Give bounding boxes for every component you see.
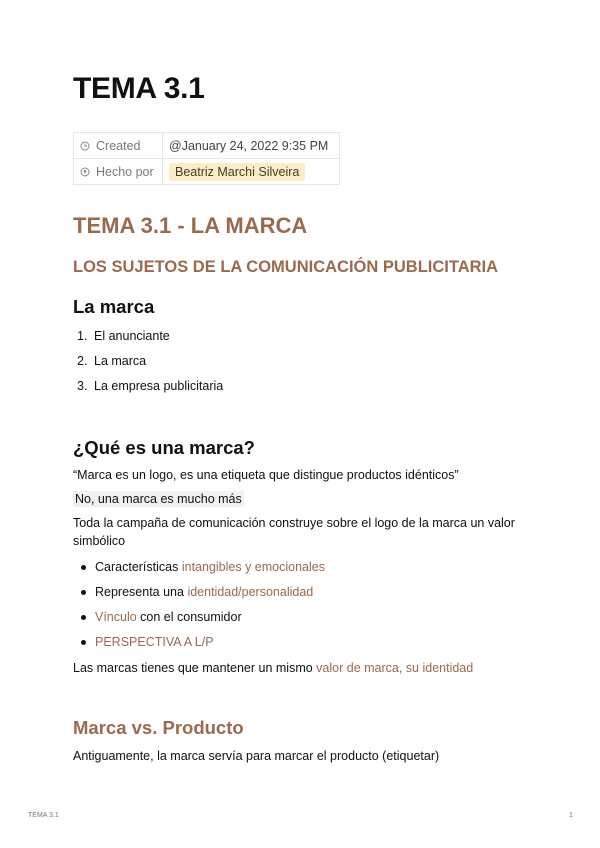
property-row-hecho-por: [74, 159, 340, 185]
property-key: Created: [96, 138, 141, 153]
property-key-cell: [74, 159, 163, 185]
property-key-cell: [74, 133, 163, 159]
heading-1: TEMA 3.1 - LA MARCA: [73, 213, 308, 238]
paragraph: Toda la campaña de comunicación construye sobre el logo de la marca un valor simbólico: [73, 516, 515, 548]
heading-que-es-una-marca: ¿Qué es una marca?: [73, 437, 255, 458]
person-tag[interactable]: Beatriz Marchi Silveira: [169, 163, 305, 181]
property-key: Hecho por: [96, 164, 154, 179]
properties-table: [73, 132, 340, 185]
person-icon: [80, 167, 90, 177]
page-number: 1: [569, 812, 573, 819]
list-item: 3. La empresa publicitaria: [77, 379, 224, 393]
property-value-created[interactable]: @January 24, 2022 9:35 PM: [163, 133, 340, 159]
heading-marca-vs-producto: Marca vs. Producto: [73, 717, 244, 738]
list-item: 1. El anunciante: [77, 329, 170, 343]
bullet-list: [73, 557, 325, 657]
bullet-item: Representa una identidad/personalidad: [73, 582, 325, 607]
clock-icon: [80, 141, 90, 151]
ordered-list: [73, 325, 223, 400]
heading-2: LOS SUJETOS DE LA COMUNICACIÓN PUBLICITARIA: [73, 258, 499, 276]
property-value-hecho-por[interactable]: [163, 159, 340, 185]
quote-text: “Marca es un logo, es una etiqueta que distingue productos idénticos”: [73, 468, 459, 482]
heading-la-marca: La marca: [73, 296, 155, 317]
bullet-item: PERSPECTIVA A L/P: [73, 632, 325, 657]
page-title: TEMA 3.1: [73, 72, 205, 105]
last-paragraph: Antiguamente, la marca servía para marcar el producto (etiquetar): [73, 749, 440, 763]
list-item: 2. La marca: [77, 354, 147, 368]
property-row-created: [74, 133, 340, 159]
closing-paragraph: Las marcas tienes que mantener un mismo valor de marca, su identidad: [73, 661, 474, 675]
bullet-item: Vínculo con el consumidor: [73, 607, 325, 632]
highlight-text: No, una marca es mucho más: [75, 492, 242, 506]
footer-title: TEMA 3.1: [28, 812, 59, 819]
bullet-item: Características intangibles y emocionales: [73, 557, 325, 582]
